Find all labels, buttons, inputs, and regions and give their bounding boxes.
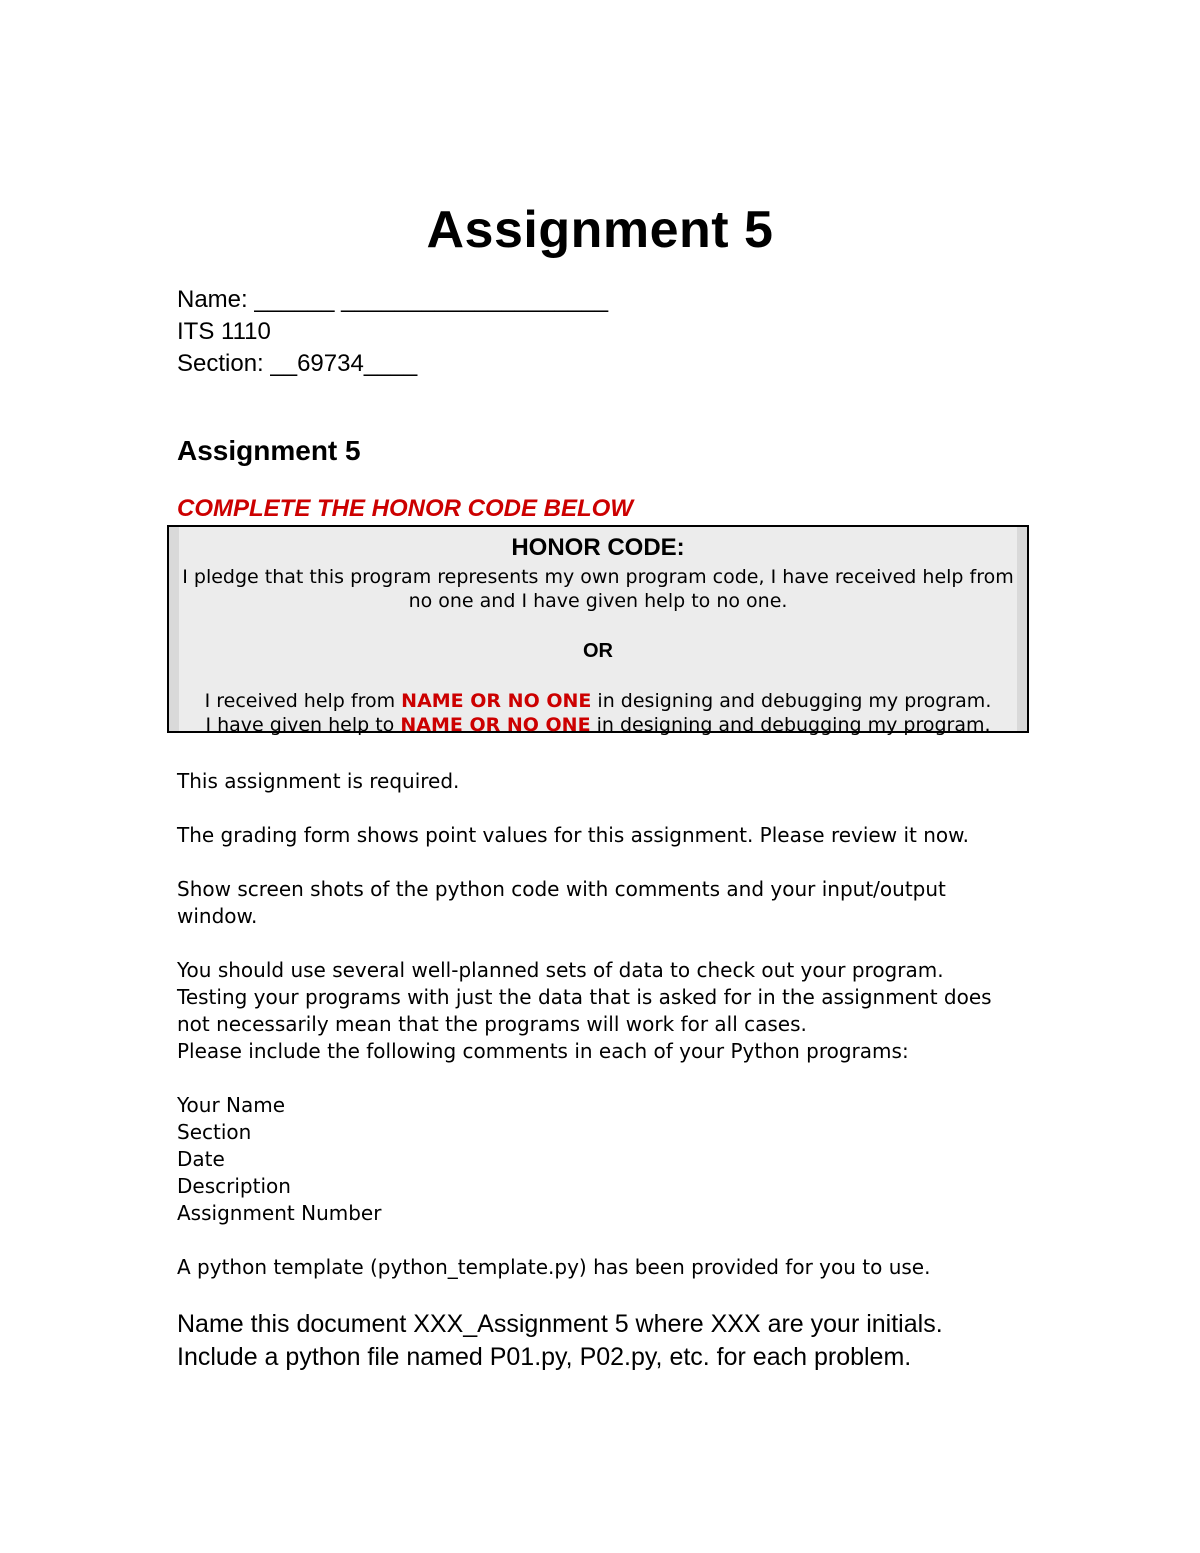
honor-code-instruction: COMPLETE THE HONOR CODE BELOW — [177, 495, 633, 522]
comment-item: Assignment Number — [177, 1201, 382, 1225]
given-help-prefix: I have given help to — [205, 714, 401, 736]
honor-code-content — [179, 527, 1017, 736]
testing-line-3: not necessarily mean that the programs will work for all cases. — [177, 1012, 807, 1036]
student-info-block — [177, 284, 608, 380]
assignment-subheading: Assignment 5 — [177, 435, 361, 466]
comment-item: Description — [177, 1174, 291, 1198]
course-line: ITS 1110 — [177, 318, 271, 345]
received-help-line — [179, 689, 1017, 713]
received-help-name: NAME OR NO ONE — [401, 690, 592, 712]
comment-item: Section — [177, 1120, 252, 1144]
section-line: Section: __69734____ — [177, 350, 418, 377]
comment-item: Your Name — [177, 1093, 286, 1117]
received-help-prefix: I received help from — [204, 690, 402, 712]
given-help-line — [179, 713, 1017, 737]
closing-instructions — [177, 1308, 943, 1374]
grading-paragraph: The grading form shows point values for this assignment. Please review it now. — [177, 823, 969, 847]
screenshots-line-1: Show screen shots of the python code with comments and your input/output — [177, 877, 946, 901]
testing-line-1: You should use several well-planned sets of data to check out your program. — [177, 958, 944, 982]
pledge-line-1: I pledge that this program represents my own program code, I have received help from — [182, 566, 1014, 588]
instructions-body — [177, 768, 1037, 1281]
comments-intro: Please include the following comments in each of your Python programs: — [177, 1039, 909, 1063]
closing-line-1: Name this document XXX_Assignment 5 where XXX are your initials. — [177, 1310, 943, 1338]
name-line: Name: ______ ____________________ — [177, 286, 609, 313]
given-help-suffix: in designing and debugging my program. — [590, 714, 991, 736]
screenshots-line-2: window. — [177, 904, 258, 928]
closing-line-2: Include a python file named P01.py, P02.py, etc. for each problem. — [177, 1343, 912, 1371]
document-title: Assignment 5 — [426, 201, 774, 259]
honor-code-heading: HONOR CODE: — [511, 534, 685, 561]
required-paragraph: This assignment is required. — [177, 769, 460, 793]
given-help-name: NAME OR NO ONE — [400, 714, 591, 736]
testing-line-2: Testing your programs with just the data that is asked for in the assignment does — [177, 985, 992, 1009]
honor-code-box — [167, 525, 1029, 736]
comment-item: Date — [177, 1147, 225, 1171]
pledge-line-2: no one and I have given help to no one. — [408, 590, 788, 612]
honor-code-or: OR — [583, 640, 613, 662]
template-paragraph: A python template (python_template.py) has been provided for you to use. — [177, 1255, 931, 1279]
received-help-suffix: in designing and debugging my program. — [591, 690, 992, 712]
